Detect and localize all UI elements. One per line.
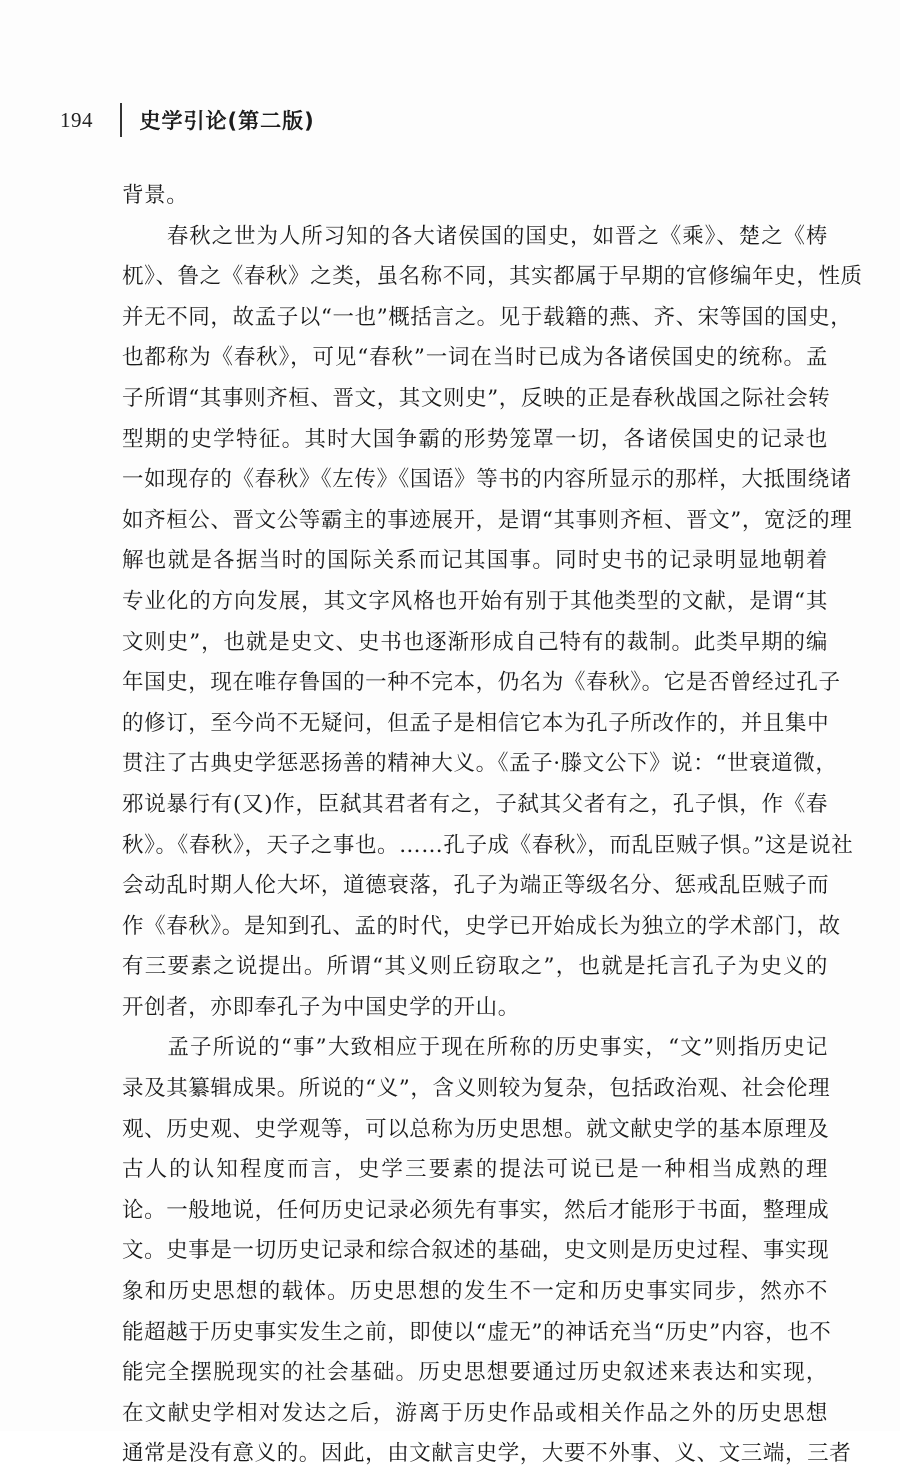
text-line: 象和历史思想的载体。历史思想的发生不一定和历史事实同步，然亦不 xyxy=(122,1279,828,1305)
text-line: 型期的史学特征。其时大国争霸的形势笼罩一切，各诸侯国史的记录也 xyxy=(122,426,828,452)
text-line: 文。史事是一切历史记录和综合叙述的基础，史文则是历史过程、事实现 xyxy=(122,1238,830,1264)
text-line: 的修订，至今尚不无疑问，但孟子是相信它本为孔子所改作的，并且集中 xyxy=(122,710,830,736)
text-line: 子所谓“其事则齐桓、晋文，其文则史”，反映的正是春秋战国之际社会转 xyxy=(122,385,831,411)
text-line: 并无不同，故孟子以“一也”概括言之。见于载籍的燕、齐、宋等国的国史， xyxy=(122,304,853,330)
header-divider xyxy=(120,103,122,137)
book-title: 史学引论(第二版) xyxy=(139,109,315,133)
text-line: 录及其纂辑成果。所说的“义”，含义则较为复杂，包括政治观、社会伦理 xyxy=(122,1076,831,1102)
text-line: 文则史”，也就是史文、史书也逐渐形成自己特有的裁制。此类早期的编 xyxy=(122,629,828,655)
text-line: 观、历史观、史学观等，可以总称为历史思想。就文献史学的基本原理及 xyxy=(122,1116,830,1142)
text-line: 会动乱时期人伦大坏，道德衰落，孔子为端正等级名分、惩戒乱臣贼子而 xyxy=(122,873,830,899)
text-line: 能完全摆脱现实的社会基础。历史思想要通过历史叙述来表达和实现， xyxy=(122,1360,828,1386)
text-line: 在文献史学相对发达之后，游离于历史作品或相关作品之外的历史思想 xyxy=(122,1400,828,1426)
text-line: 有三要素之说提出。所谓“其义则丘窃取之”，也就是托言孔子为史义的 xyxy=(122,954,828,980)
page-number: 194 xyxy=(60,107,93,132)
text-line: 一如现存的《春秋》《左传》《国语》等书的内容所显示的那样，大抵围绕诸 xyxy=(122,467,852,493)
text-line: 能超越于历史事实发生之前，即使以“虚无”的神话充当“历史”内容，也不 xyxy=(122,1319,832,1345)
text-line: 专业化的方向发展，其文字风格也开始有别于其他类型的文献，是谓“其 xyxy=(122,588,828,614)
text-line: 也都称为《春秋》，可见“春秋”一词在当时已成为各诸侯国史的统称。孟 xyxy=(122,345,828,371)
text-line: 如齐桓公、晋文公等霸主的事迹展开，是谓“其事则齐桓、晋文”，宽泛的理 xyxy=(122,507,853,533)
text-line: 解也就是各据当时的国际关系而记其国事。同时史书的记录明显地朝着 xyxy=(122,548,828,574)
text-line: 背景。 xyxy=(122,183,189,208)
text-line: 开创者，亦即奉孔子为中国史学的开山。 xyxy=(122,994,520,1020)
text-line: 论。一般地说，任何历史记录必须先有事实，然后才能形于书面，整理成 xyxy=(122,1197,830,1223)
text-line: 贯注了古典史学惩恶扬善的精神大义。《孟子·滕文公下》说：“世衰道微， xyxy=(122,751,838,777)
text-line: 杌》、鲁之《春秋》之类，虽名称不同，其实都属于早期的官修编年史，性质 xyxy=(122,264,863,290)
text-line: 古人的认知程度而言，史学三要素的提法可说已是一种相当成熟的理 xyxy=(122,1157,828,1183)
body-text xyxy=(122,176,863,1475)
text-line: 年国史，现在唯存鲁国的一种不完本，仍名为《春秋》。它是否曾经过孔子 xyxy=(122,670,841,696)
text-line: 秋》。《春秋》，天子之事也。……孔子成《春秋》，而乱臣贼子惧。”这是说社 xyxy=(122,832,854,858)
text-line: 孟子所说的“事”大致相应于现在所称的历史事实，“文”则指历史记 xyxy=(122,1035,828,1061)
text-line: 邪说暴行有(又)作，臣弑其君者有之，子弑其父者有之，孔子惧，作《春 xyxy=(122,791,828,817)
running-header xyxy=(60,100,315,140)
text-line: 作《春秋》。是知到孔、孟的时代，史学已开始成长为独立的学术部门，故 xyxy=(122,913,841,939)
text-line: 春秋之世为人所习知的各大诸侯国的国史，如晋之《乘》、楚之《梼 xyxy=(122,223,828,249)
text-line: 通常是没有意义的。因此，由文献言史学，大要不外事、义、文三端，三者 xyxy=(122,1441,852,1467)
